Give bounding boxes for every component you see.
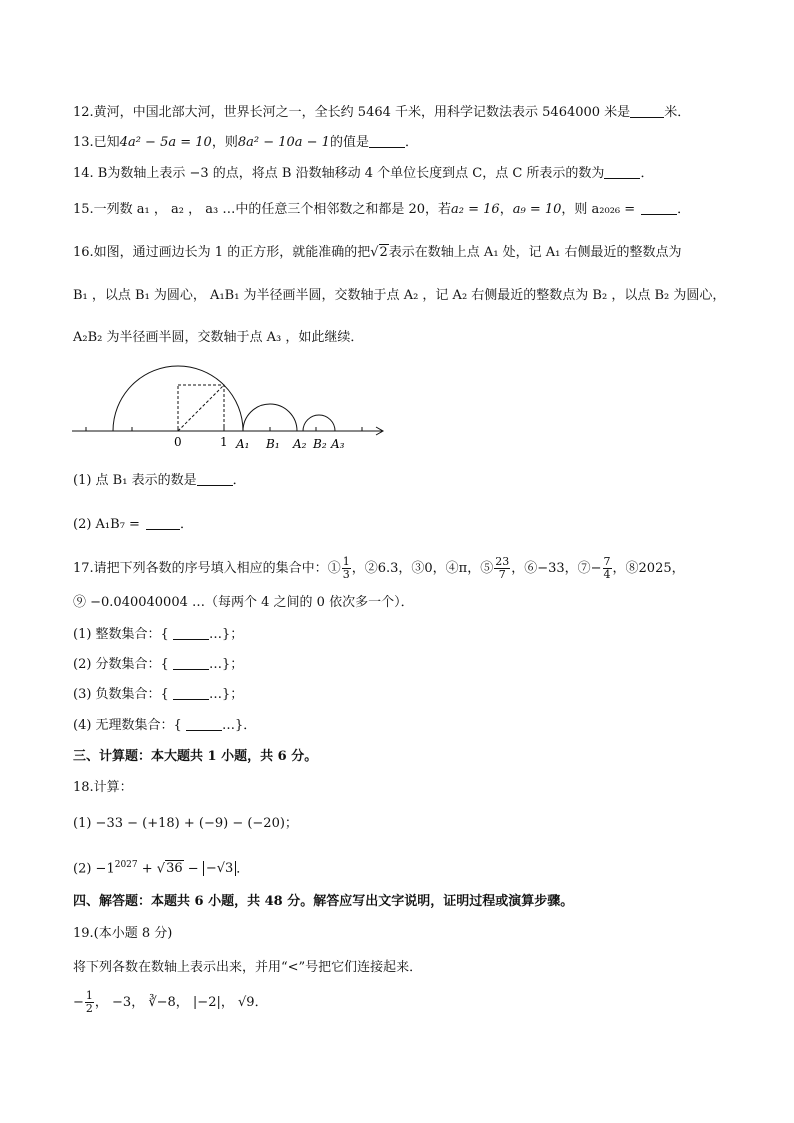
q13-mid: ，则 bbox=[211, 135, 238, 150]
q16-text-a: 16.如图，通过画边长为 1 的正方形，就能准确的把 bbox=[73, 245, 371, 260]
answer-blank[interactable] bbox=[173, 687, 209, 700]
arc-a3 bbox=[303, 415, 335, 431]
q13-equation: 4a² − 5a = 10 bbox=[119, 135, 212, 150]
q17-item: ，②6.3，③0，④π，⑤ bbox=[351, 561, 494, 576]
q16-text-line3: A₂B₂ 为半径画半圆，交数轴于点 A₃ ，如此继续． bbox=[73, 330, 364, 345]
absolute-value: −√3 bbox=[203, 861, 236, 876]
label-zero: 0 bbox=[174, 435, 182, 449]
question-18-part-1: (1) −33 − (+18) + (−9) − (−20)； bbox=[73, 816, 298, 831]
section-4-heading: 四、解答题：本题共 6 小题，共 48 分。解答应写出文字说明，证明过程或演算步骤。 bbox=[73, 894, 574, 909]
question-19-body: 将下列各数在数轴上表示出来，并用“<”号把它们连接起来． bbox=[73, 960, 423, 975]
question-18-part-2: $(2) -1^{2027} + √36 - -√3$ ． bbox=[73, 860, 250, 877]
fraction: $\frac{1}{2}$ bbox=[85, 989, 93, 1015]
q16-sub1: (1) 点 B₁ 表示的数是 bbox=[73, 473, 197, 488]
label-b2: B₂ bbox=[313, 437, 327, 451]
answer-blank[interactable] bbox=[173, 627, 209, 640]
label-a2: A₂ bbox=[293, 437, 307, 451]
answer-blank[interactable] bbox=[146, 517, 180, 530]
q17-set-irrational: (4) 无理数集合：{ …}． bbox=[73, 718, 257, 733]
answer-blank[interactable] bbox=[630, 105, 664, 118]
q17-intro: 17.请把下列各数的序号填入相应的集合中： bbox=[73, 561, 328, 576]
question-18-title: 18.计算： bbox=[73, 780, 133, 795]
label-b1: B₁ bbox=[266, 437, 280, 451]
sqrt-radicand: 36 bbox=[166, 861, 183, 877]
number-line-diagram bbox=[70, 360, 400, 455]
q12-text: 12.黄河，中国北部大河，世界长河之一，全长约 5464 千米，用科学记数法表示 5464000 米是 bbox=[73, 105, 631, 120]
arc-a2 bbox=[243, 404, 297, 431]
answer-blank[interactable] bbox=[197, 473, 233, 486]
cube-root: ∛−8 bbox=[148, 995, 176, 1010]
q17-item: ① bbox=[327, 561, 341, 576]
q17-line2: ⑨ −0.040040004 …（每两个 4 之间的 0 依次多一个）． bbox=[73, 595, 414, 610]
q16-text-b: 表示在数轴上点 A₁ 处，记 A₁ 右侧最近的整数点为 bbox=[388, 245, 682, 260]
label-a3: A₃ bbox=[331, 437, 345, 451]
question-16-part-2: (2) A₁B₇ = ． bbox=[73, 517, 193, 532]
fraction: $\frac{23}{7}$ bbox=[495, 555, 510, 581]
answer-blank[interactable] bbox=[186, 718, 222, 731]
q17-set-integer: (1) 整数集合：{ …}； bbox=[73, 627, 244, 642]
q15-pre: 15.一列数 a₁ ， a₂ ， a₃ …中的任意三个相邻数之和都是 20，若 bbox=[73, 202, 452, 217]
q14-text: 14. B为数轴上表示 −3 的点，将点 B 沿数轴移动 4 个单位长度到点 C，点 C 所表示的数为 bbox=[73, 166, 605, 181]
answer-blank[interactable] bbox=[604, 166, 640, 179]
q17-set-fraction: (2) 分数集合：{ …}； bbox=[73, 657, 244, 672]
question-19-numbers: − $\frac{1}{2}$ ， −3， ∛−8， |−2|， √9． bbox=[73, 989, 268, 1015]
answer-blank[interactable] bbox=[641, 202, 677, 215]
section-3-heading: 三、计算题：本大题共 1 小题，共 6 分。 bbox=[73, 749, 318, 764]
label-a1: A₁ bbox=[236, 437, 250, 451]
question-16-line-2 bbox=[73, 287, 734, 305]
question-16-line-1: 16.如图，通过画边长为 1 的正方形，就能准确的把√2表示在数轴上点 A₁ 处，记 A₁ 右侧最近的整数点为 bbox=[73, 245, 682, 260]
question-14: 14. B为数轴上表示 −3 的点，将点 B 沿数轴移动 4 个单位长度到点 C，点 C 所表示的数为 ． bbox=[73, 166, 654, 181]
fraction: $\frac{7}{4}$ bbox=[603, 555, 611, 581]
question-16-line-3 bbox=[73, 329, 734, 347]
question-12 bbox=[73, 104, 734, 122]
label-one: 1 bbox=[220, 435, 228, 449]
question-16-part-1: (1) 点 B₁ 表示的数是 ． bbox=[73, 473, 246, 488]
q15-condition-2: a₉ = 10 bbox=[512, 202, 562, 217]
q17-item: ，⑥−33，⑦− bbox=[511, 561, 602, 576]
q17-item: ，⑧2025， bbox=[612, 561, 685, 576]
q16-text-line2: B₁ ，以点 B₁ 为圆心， A₁B₁ 为半径画半圆，交数轴于点 A₂ ，记 A₂ 右侧最近的整数点为 B₂ ，以点 B₂ 为圆心， bbox=[73, 288, 726, 303]
fraction: $\frac{1}{3}$ bbox=[342, 555, 350, 581]
question-13: 13.已知4a² − 5a = 10，则8a² − 10a − 1的值是 ． bbox=[73, 135, 418, 150]
square-root: √9 bbox=[238, 995, 255, 1010]
q15-condition-1: a₂ = 16 bbox=[451, 202, 500, 217]
answer-blank[interactable] bbox=[369, 135, 405, 148]
question-15: 15.一列数 a₁ ， a₂ ， a₃ …中的任意三个相邻数之和都是 20，若a₂ = 16，a₉ = 10，则 a₂₀₂₆ = ． bbox=[73, 202, 691, 217]
question-19-title: 19.(本小题 8 分) bbox=[73, 926, 173, 941]
sqrt-radicand: 2 bbox=[379, 245, 388, 260]
q13-expression: 8a² − 10a − 1 bbox=[237, 135, 330, 150]
q16-sub2: (2) A₁B₇ = bbox=[73, 517, 140, 532]
q15-ask: ，则 a₂₀₂₆ = bbox=[561, 202, 636, 217]
q13-pre: 13.已知 bbox=[73, 135, 120, 150]
q12-tail: 米． bbox=[664, 105, 691, 120]
square-diagonal bbox=[178, 385, 224, 431]
q13-post: 的值是 bbox=[329, 135, 369, 150]
answer-blank[interactable] bbox=[173, 657, 209, 670]
q17-set-negative: (3) 负数集合：{ …}； bbox=[73, 687, 244, 702]
question-17-line-1 bbox=[73, 556, 734, 581]
question-17-line-2 bbox=[73, 594, 734, 612]
